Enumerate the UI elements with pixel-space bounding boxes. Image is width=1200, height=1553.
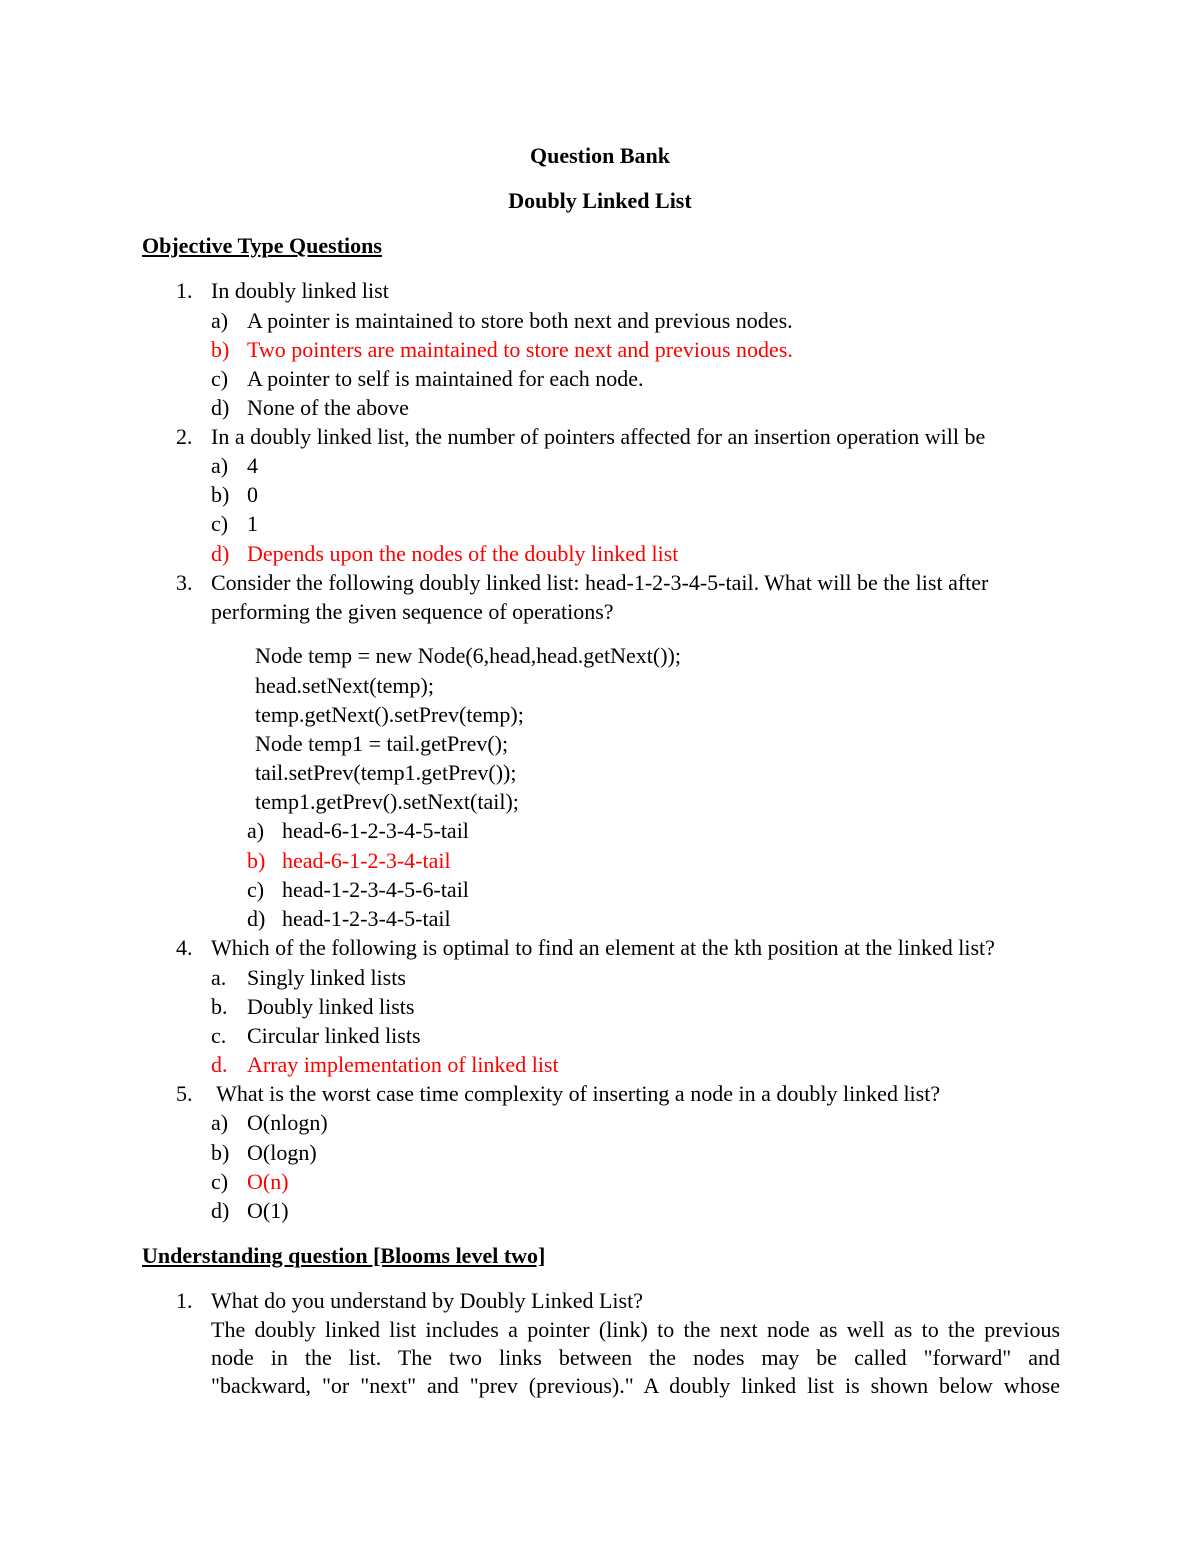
option-letter: a) <box>211 308 229 333</box>
option-text: 4 <box>247 453 258 478</box>
option-text: A pointer is maintained to store both next and previous nodes. <box>247 308 793 333</box>
section-heading-objective: Objective Type Questions <box>142 233 382 258</box>
question-number: 5. <box>176 1081 193 1106</box>
option-letter: d) <box>211 395 230 420</box>
option-letter: c) <box>247 877 265 902</box>
code-text: head.setNext(temp); <box>255 673 434 698</box>
question-text: What is the worst case time complexity of inserting a node in a doubly linked list? <box>211 1081 941 1106</box>
option-text: 1 <box>247 511 258 536</box>
question-text: What do you understand by Doubly Linked List? <box>211 1288 643 1313</box>
option-letter: c. <box>211 1023 227 1048</box>
option-text: Circular linked lists <box>247 1023 421 1048</box>
option-text: head-6-1-2-3-4-5-tail <box>282 818 469 843</box>
question-text: Which of the following is optimal to find an element at the kth position at the linked list? <box>211 935 995 960</box>
question-number: 3. <box>176 570 193 595</box>
option-text-correct: O(n) <box>247 1169 289 1194</box>
question-text: performing the given sequence of operations? <box>211 599 614 624</box>
option-letter: d) <box>211 541 230 566</box>
code-text: tail.setPrev(temp1.getPrev()); <box>255 760 517 785</box>
option-text: Depends upon the nodes of the doubly linked list <box>247 541 679 566</box>
question-number: 1. <box>176 278 193 303</box>
option-letter: b) <box>211 482 230 507</box>
code-text: Node temp = new Node(6,head,head.getNext()); <box>255 643 681 668</box>
option-letter: b) <box>211 1140 230 1165</box>
question-number: 4. <box>176 935 193 960</box>
option-letter: a) <box>211 453 229 478</box>
doc-title: Question Bank <box>530 143 670 168</box>
option-text: head-6-1-2-3-4-tail <box>282 848 451 873</box>
option-letter: d) <box>211 1198 230 1223</box>
option-text: O(nlogn) <box>247 1110 328 1135</box>
option-letter: b. <box>211 994 228 1019</box>
option-letter: c) <box>211 1169 229 1194</box>
question-text: Consider the following doubly linked list: head-1-2-3-4-5-tail. What will be the list after <box>211 570 989 595</box>
question-number: 2. <box>176 424 193 449</box>
option-text: head-1-2-3-4-5-6-tail <box>282 877 469 902</box>
option-text: head-1-2-3-4-5-tail <box>282 906 451 931</box>
answer-line: node in the list. The two links between the nodes may be called "forward" and <box>211 1345 1060 1370</box>
option-text: Array implementation of linked list <box>247 1052 559 1077</box>
option-text: O(logn) <box>247 1140 317 1165</box>
question-text: In doubly linked list <box>211 278 389 303</box>
doc-subtitle: Doubly Linked List <box>508 188 692 213</box>
option-letter: a. <box>211 965 227 990</box>
option-text: Singly linked lists <box>247 965 406 990</box>
option-text: A pointer to self is maintained for each node. <box>247 366 644 391</box>
answer-line: The doubly linked list includes a pointer (link) to the next node as well as to the previous <box>211 1317 1060 1342</box>
option-letter: c) <box>211 511 229 536</box>
question-number: 1. <box>176 1288 193 1313</box>
option-letter: b) <box>247 848 266 873</box>
answer-line: "backward, "or "next" and "prev (previous)." A doubly linked list is shown below whose <box>211 1373 1060 1398</box>
option-letter: b) <box>211 337 230 362</box>
option-letter: a) <box>211 1110 229 1135</box>
option-letter: d. <box>211 1052 228 1077</box>
code-text: temp.getNext().setPrev(temp); <box>255 702 524 727</box>
option-text: Doubly linked lists <box>247 994 415 1019</box>
option-letter: a) <box>247 818 265 843</box>
code-text: Node temp1 = tail.getPrev(); <box>255 731 509 756</box>
option-letter: c) <box>211 366 229 391</box>
option-text: None of the above <box>247 395 409 420</box>
code-text: temp1.getPrev().setNext(tail); <box>255 789 519 814</box>
option-text: 0 <box>247 482 258 507</box>
option-text: O(1) <box>247 1198 289 1223</box>
option-text: Two pointers are maintained to store next and previous nodes. <box>247 337 793 362</box>
question-text: In a doubly linked list, the number of pointers affected for an insertion operation will be <box>211 424 986 449</box>
option-letter: d) <box>247 906 266 931</box>
section-heading-understanding: Understanding question [Blooms level two] <box>142 1243 546 1268</box>
